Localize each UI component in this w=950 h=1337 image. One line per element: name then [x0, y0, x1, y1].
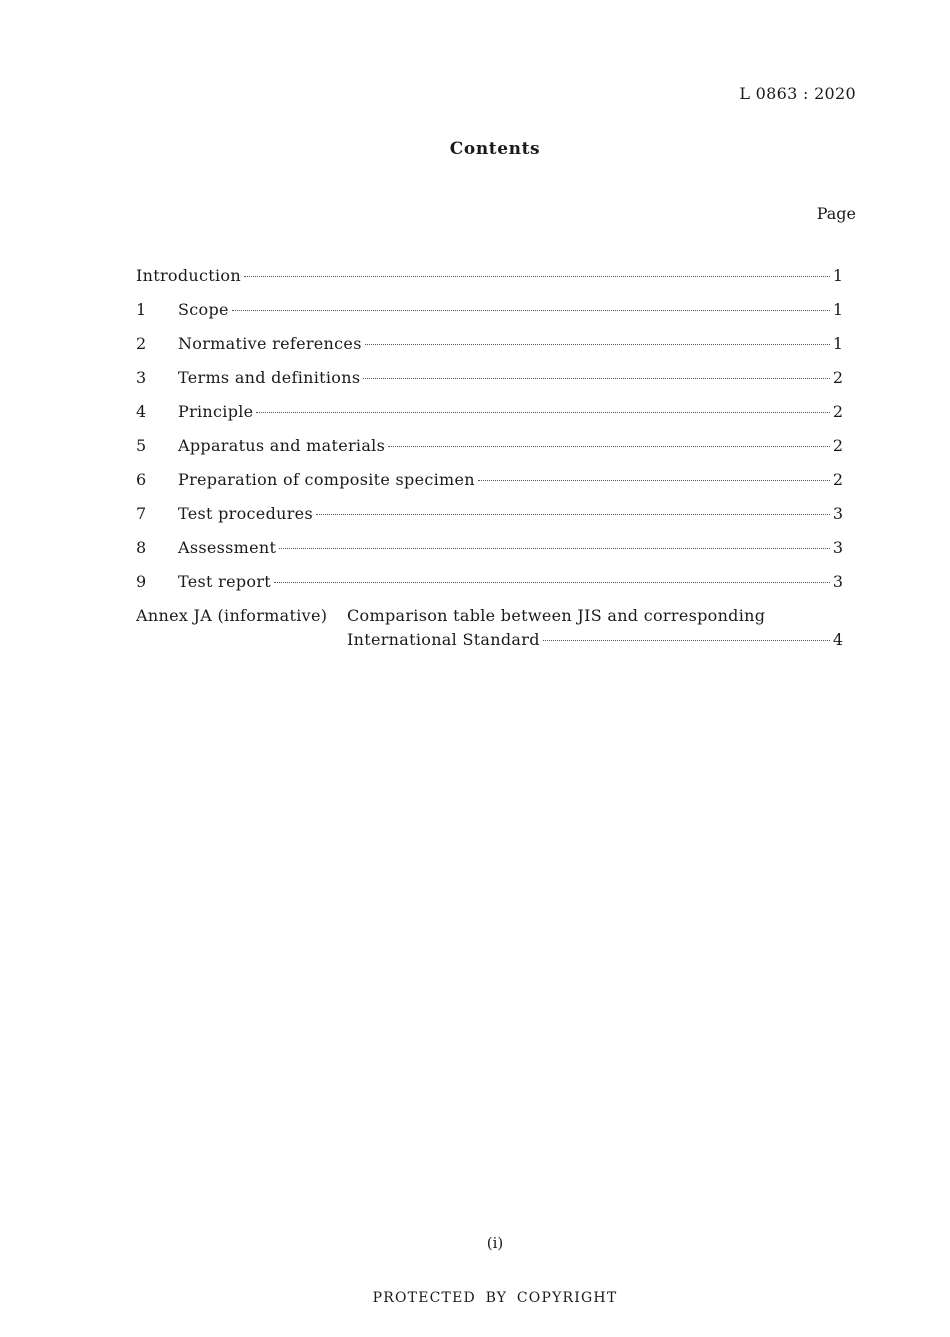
toc-entry-page: 2 — [832, 470, 843, 489]
toc-entry-label: Test report — [178, 572, 271, 591]
toc-entry-page: 1 — [832, 334, 843, 353]
annex-prefix: Annex JA (informative) — [136, 606, 328, 625]
dot-leader — [363, 378, 829, 379]
toc-entry-number: 2 — [136, 334, 147, 353]
annex-title-line2-row — [347, 630, 843, 649]
toc-entry-preparation-of-composite-specimen[interactable] — [136, 470, 843, 504]
toc-entry-label: Normative references — [178, 334, 362, 353]
toc-entry-label: Test procedures — [178, 504, 313, 523]
annex-title-line1: Comparison table between JIS and corresponding — [347, 606, 766, 625]
toc-entry-label: Preparation of composite specimen — [178, 470, 475, 489]
dot-leader — [316, 514, 830, 515]
dot-leader — [388, 446, 830, 447]
page-number: (i) — [486, 1234, 504, 1252]
toc-entry-page: 1 — [832, 300, 843, 319]
toc-entry-principle[interactable] — [136, 402, 843, 436]
toc-entry-page: 2 — [832, 402, 843, 421]
toc-entry-test-procedures[interactable] — [136, 504, 843, 538]
toc-entry-number: 3 — [136, 368, 147, 387]
toc-entry-label: Principle — [178, 402, 254, 421]
toc-entry-introduction[interactable] — [136, 266, 843, 300]
copyright-notice: PROTECTED BY COPYRIGHT — [372, 1290, 618, 1306]
toc-entry-scope[interactable] — [136, 300, 843, 334]
toc-entry-number: 4 — [136, 402, 147, 421]
toc-entry-test-report[interactable] — [136, 572, 843, 606]
dot-leader — [478, 480, 830, 481]
toc-entry-number: 1 — [136, 300, 147, 319]
toc-entry-apparatus-and-materials[interactable] — [136, 436, 843, 470]
dot-leader — [232, 310, 830, 311]
toc-entry-label: Apparatus and materials — [178, 436, 386, 455]
toc-entry-page: 2 — [832, 368, 843, 387]
toc-entry-page: 3 — [832, 504, 843, 523]
toc-entry-normative-references[interactable] — [136, 334, 843, 368]
document-id: L 0863 : 2020 — [739, 84, 856, 103]
dot-leader — [543, 640, 830, 641]
dot-leader — [244, 276, 830, 277]
dot-leader — [279, 548, 830, 549]
dot-leader — [274, 582, 830, 583]
toc-entry-label: Scope — [178, 300, 229, 319]
toc-entry-label: Assessment — [178, 538, 277, 557]
toc-entry-number: 8 — [136, 538, 147, 557]
toc-entry-number: 5 — [136, 436, 147, 455]
toc-entry-page: 3 — [832, 572, 843, 591]
toc-entry-terms-and-definitions[interactable] — [136, 368, 843, 402]
toc-entry-page: 1 — [832, 266, 843, 285]
page-column-label: Page — [816, 204, 856, 223]
toc-entry-assessment[interactable] — [136, 538, 843, 572]
toc-entry-number: 7 — [136, 504, 147, 523]
annex-title — [347, 606, 843, 649]
dot-leader — [365, 344, 830, 345]
toc-entry-page: 2 — [832, 436, 843, 455]
annex-title-line2: International Standard — [347, 630, 540, 649]
toc-entry-number: 9 — [136, 572, 147, 591]
toc-entry-page: 3 — [832, 538, 843, 557]
toc-entry-annex-ja[interactable] — [136, 606, 843, 649]
toc-entry-number: 6 — [136, 470, 147, 489]
annex-page: 4 — [832, 630, 843, 649]
table-of-contents — [136, 266, 843, 649]
toc-entry-label: Terms and definitions — [178, 368, 361, 387]
contents-title: Contents — [449, 139, 541, 159]
dot-leader — [256, 412, 829, 413]
toc-entry-label: Introduction — [136, 266, 241, 285]
